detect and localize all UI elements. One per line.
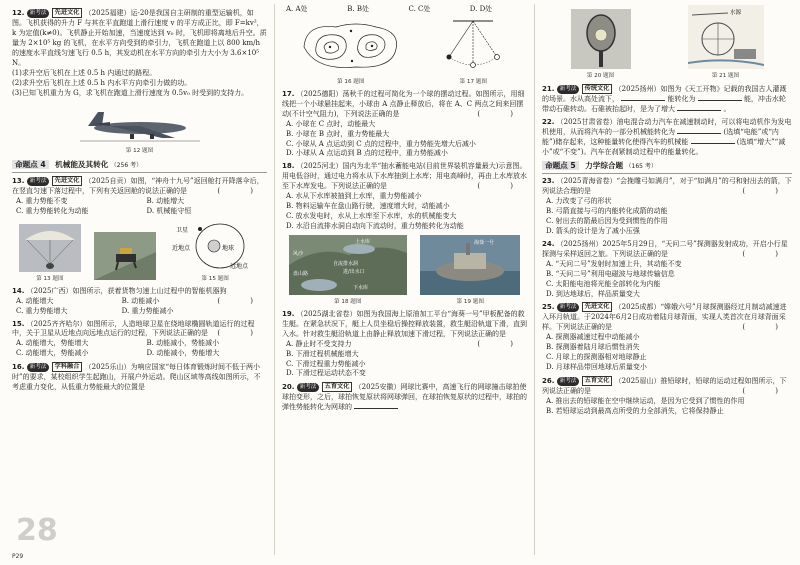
contour-map xyxy=(296,17,406,75)
figure-caption: 第 13 题图 xyxy=(36,275,64,282)
option-d: D. 下滑过程运动状态不变 xyxy=(286,369,366,378)
section-header-5 xyxy=(542,161,792,174)
section-header-4 xyxy=(12,160,267,173)
option-c: C. 射出去的箭最后因为受到惯性的作用 xyxy=(546,216,668,225)
sub-question: (2)求升空后飞机在上述 0.5 h 内水平方向牵引力做的功。 xyxy=(12,78,192,87)
question-14 xyxy=(12,287,267,317)
option-a: A. “天问二号”发射时加速上升，其动能不变 xyxy=(546,259,682,268)
figure-caption: 第 21 题图 xyxy=(711,72,740,79)
question-number: 15. xyxy=(12,319,25,328)
option-b: B. 动能增大 xyxy=(146,196,185,205)
pendulum-diagram xyxy=(433,17,513,75)
tennis-figure xyxy=(571,9,631,81)
advanced-culture-tag: 先进文化 xyxy=(52,8,83,18)
option-a: A. 力改变了弓的形状 xyxy=(546,197,612,206)
question-number: 22. xyxy=(542,117,555,126)
airplane-figure xyxy=(12,104,267,156)
option-d: D. D处 xyxy=(469,5,493,13)
new-exam-tag: 新考法 xyxy=(557,85,580,94)
new-exam-tag: 新考法 xyxy=(27,177,50,186)
option-a: A. 小球在 C 点时，动能最大 xyxy=(286,119,376,128)
question-18 xyxy=(282,162,527,306)
question-24 xyxy=(542,240,792,300)
question-text: （2025成都）“嫦娥六号”月球探测器经过月制动减速进入环月轨道。于2024年6月2日成功着陆月球背面，实现人类首次在月球背面采样。下列说法正确的是 xyxy=(542,303,787,332)
section-title: 力学综合题 xyxy=(585,161,624,171)
figures-13-15 xyxy=(12,220,267,284)
upper-reservoir-label: 上水库 xyxy=(354,238,370,245)
option-b: B. 下滑过程机械能增大 xyxy=(286,349,359,358)
question-number: 13. xyxy=(12,177,25,186)
satellite-label: 卫星 xyxy=(176,226,189,234)
question-text: （2025青海省卷）“会挽雕弓如满月”，对于“如满月”的弓和射出去的箭，下列说法合理的是 xyxy=(542,177,792,196)
option-a: A. 水从下水库被抽到上水库，重力势能减小 xyxy=(286,192,422,201)
answer-bracket: ( ) xyxy=(742,249,792,258)
new-exam-tag: 新考法 xyxy=(27,363,50,372)
question-16-cont xyxy=(282,5,527,87)
option-list xyxy=(12,297,217,317)
question-text: （2025齐齐哈尔）如图所示，人造地球卫星在绕地球椭圆轨道运行的过程中，关于卫星从近地点向远地点运行的过程，下列说法正确的是 xyxy=(12,319,255,338)
column-middle xyxy=(282,5,527,413)
question-number: 16. xyxy=(12,363,25,372)
answer-bracket: ( ) xyxy=(477,109,527,118)
column-divider xyxy=(274,4,275,555)
question-23 xyxy=(542,177,792,237)
question-number: 19. xyxy=(282,309,295,318)
option-a: A. 静止时不受支持力 xyxy=(286,339,352,348)
option-c: C. 重力势能增大 xyxy=(16,306,68,315)
question-text: （2025德阳）荡秋千的过程可简化为一个球的摆动过程。如图所示，用细线把一个小球悬挂起来，小球由 A 点静止释放后，将在 A、C 两点之间来回摆动(不计空气阻力)，下列说法正确的是 xyxy=(282,89,525,118)
question-22 xyxy=(542,118,792,158)
question-text: 能转化为 xyxy=(667,94,696,103)
question-text: （2025眉山）推铅球时，铅球的运动过程如图所示，下列说法正确的是 xyxy=(542,377,787,395)
option-b: B. 小球在 B 点时，重力势能最大 xyxy=(286,129,390,138)
option-c: C. 小球从 A 点运动到 C 点的过程中，重力势能先增大后减小 xyxy=(286,139,476,148)
question-text: （2025福建）运-20是我国自主研制的重型运输机，如图。飞机获得的升力 F 与其在平直跑道上滑行速度 v 的平方成正比，即 F=kv²，k 为定值(k≠0)。飞机静止开始加速，当速度达到 v₀ 时，飞机即将离地后升空。质量为 2×10⁵ kg 的飞机，在水平方向受到的牵引力，飞机在跑道上以 800 km/h 的速度水平直线匀速飞行 0.5 h，其发动机在水平方向的牵引力大小为 3.6×10⁵ N。 xyxy=(12,9,267,67)
water-source-label: 水源 xyxy=(729,10,741,16)
perigee-label: 近地点 xyxy=(172,244,191,252)
oil-platform-photo xyxy=(420,235,520,295)
option-d: D. 小球从 A 点运动到 B 点的过程中，重力势能减小 xyxy=(286,149,448,158)
answer-bracket: ( ) xyxy=(217,329,267,338)
option-c: C. 放水发电时，水从上水库至下水库，水的机械能变大 xyxy=(286,212,457,221)
question-number: 26. xyxy=(542,377,555,386)
parachute-figure xyxy=(19,224,81,284)
section-box: 命题点 5 xyxy=(542,161,579,170)
question-text: (选填“电能”或“内能”)储存起来，这种能量转化使得汽车的机械能 xyxy=(542,127,779,146)
option-c: C. 月球上的探测器相对地球静止 xyxy=(546,353,647,362)
earth-label: 地球 xyxy=(222,244,235,252)
apogee-label: 远地点 xyxy=(230,262,249,270)
figure-caption: 第 20 题图 xyxy=(586,72,615,79)
question-number: 14. xyxy=(12,286,25,295)
section-count: （165 考） xyxy=(625,163,657,171)
airplane-illustration xyxy=(80,104,200,144)
advanced-culture-tag: 先进文化 xyxy=(52,176,83,186)
platform-figure xyxy=(420,235,520,307)
option-a: A. 重力势能不变 xyxy=(16,196,68,205)
option-c: C. 太阳能电池将光能全部转化为内能 xyxy=(546,279,661,288)
option-c: C. 重力势能转化为动能 xyxy=(16,206,89,215)
figures-18-19 xyxy=(282,235,527,307)
answer-bracket: ( ) xyxy=(217,296,267,305)
answer-bracket: ( ) xyxy=(742,386,792,395)
question-text: （2025安徽）网球比赛中，高速飞行的网球撞击球拍使球拍变形，之后，球拍恢复原状将网球弹回，在球拍恢复原状的过程中，球拍的弹性势能转化为网球的 xyxy=(282,383,527,412)
option-a: A. A处 xyxy=(286,5,308,13)
option-b: B. 动能减小 xyxy=(121,296,160,305)
column-left xyxy=(12,5,267,393)
question-number: 17. xyxy=(282,89,295,98)
option-d: D. 重力势能减小 xyxy=(121,306,174,315)
answer-bracket: ( ) xyxy=(742,187,792,196)
option-a: A. 探测器减速过程中动能减小 xyxy=(546,333,640,342)
answer-blank[interactable] xyxy=(691,138,735,144)
sub-question: (1)求升空后飞机在上述 0.5 h 内通过的路程。 xyxy=(12,68,157,77)
question-13 xyxy=(12,176,267,284)
page-footer: P29 xyxy=(12,553,24,561)
subject-fusion-tag: 学科融合 xyxy=(52,362,83,372)
figure-caption: 第 12 题图 xyxy=(125,148,154,155)
option-c: C. C处 xyxy=(408,5,431,13)
answer-bracket: ( ) xyxy=(477,182,527,191)
column-divider xyxy=(534,4,535,555)
answer-bracket: ( ) xyxy=(742,323,792,332)
drainage-tunnel-label: 自流排水洞 xyxy=(332,260,358,267)
column-right xyxy=(542,5,792,417)
section-box: 命题点 4 xyxy=(12,160,49,169)
traditional-culture-tag: 传统文化 xyxy=(582,84,613,94)
question-text: （2025河北）国内为北半“抽水蓄能电站(目前世界装机容量最大)示意图。用电低谷时，通过电力将水从下水库抽到上水库；用电高峰时，再由上水库放水至下水库发电。下列说法正确的是 xyxy=(282,162,527,191)
section-title: 机械能及其转化 xyxy=(55,160,109,170)
section-count: （256 考） xyxy=(110,162,143,170)
new-exam-tag: 新考法 xyxy=(297,383,320,392)
parachute-illustration xyxy=(19,224,81,272)
question-21 xyxy=(542,84,792,115)
question-text: 。 xyxy=(723,104,731,113)
option-a: A. 动能增大 xyxy=(16,296,54,305)
option-b: B. 探测器着陆月球后惯性消失 xyxy=(546,343,640,352)
question-text: 能，冲击水轮带动石碓转动。石碓被抬起时，是为了增大 xyxy=(542,94,786,113)
sub-question: (3)已知飞机重力为 G，求飞机在跑道上滑行速度为 0.5v₀ 时受到的支持力。 xyxy=(12,88,249,97)
question-text: （2025自贡）如图，“神舟十九号”返回舱打开降落伞后，在竖直匀速下落过程中，下列有关返回舱的说法正确的是 xyxy=(12,177,264,196)
waterwheel-figure xyxy=(688,5,764,81)
question-number: 21. xyxy=(542,84,555,93)
figures-16-17 xyxy=(282,17,527,87)
page-number-watermark: 28 xyxy=(16,513,58,549)
figure-caption: 第 19 题图 xyxy=(456,298,484,305)
option-b: B. B处 xyxy=(347,5,369,13)
question-number: 25. xyxy=(542,303,555,312)
question-text: （2025甘肃省卷）油电混合动力汽车在减速制动时，可以将电动机作为发电机使用，从而将汽车的一部分机械能转化为 xyxy=(542,117,792,136)
question-number: 20. xyxy=(282,383,295,392)
satellite-orbit-figure xyxy=(170,220,260,284)
satellite-orbit-diagram xyxy=(170,220,260,272)
pumped-storage-figure xyxy=(289,235,407,307)
option-list xyxy=(12,197,267,217)
figure-caption: 第 18 题图 xyxy=(334,298,362,305)
option-d: D. 动能减小，势能增大 xyxy=(146,349,220,358)
question-25 xyxy=(542,302,792,373)
answer-blank[interactable] xyxy=(621,95,665,101)
question-number: 23. xyxy=(542,177,555,186)
option-d: D. 箭头的设计是为了减小压强 xyxy=(546,226,640,235)
platform-label: 海葵一号 xyxy=(474,239,495,246)
option-c: C. 动能增大，势能减小 xyxy=(16,349,89,358)
question-19 xyxy=(282,310,527,380)
pendulum-figure xyxy=(433,17,513,87)
option-d: D. 到达地球后，样品质量变大 xyxy=(546,289,640,298)
question-text: （2025乐山）为响应国家“每日体育锻炼时间不低于两小时”的要求，某校组织学生起跑山，开展户外运动。爬山区域等高线如图所示，不考虑重力变化，从低重力势能最大的位置是 xyxy=(12,363,261,392)
option-d: D. 水沿自流排水洞自动向下流动时，重力势能转化为动能 xyxy=(286,222,464,230)
option-b: B. 弓箭直接与弓的内能转化成箭的动能 xyxy=(546,207,668,216)
five-culture-tag: 五育文化 xyxy=(322,382,353,392)
figure-caption: 第 15 题图 xyxy=(201,275,229,282)
figure-caption: 第 17 题图 xyxy=(459,78,487,85)
robot-dog-illustration xyxy=(94,232,156,280)
figures-20-21 xyxy=(542,5,792,81)
inlet-outlet-label: 进/出水口 xyxy=(342,268,365,275)
question-number: 12. xyxy=(12,9,25,17)
option-b: B. 若铅球运动到最高点所受的力全部消失，它将保持静止 xyxy=(546,406,724,415)
contour-map-figure xyxy=(296,17,406,87)
question-number: 18. xyxy=(282,162,295,171)
option-list xyxy=(12,339,267,359)
option-b: B. 物料运输车在盘山路行驶，速度增大时，动能减小 xyxy=(286,202,450,211)
answer-blank[interactable] xyxy=(354,403,398,409)
question-text: （2025扬州）2025年5月29日，“天问二号”探测器发射成功，开启小行星探测与采样返回之旅。下列说法正确的是 xyxy=(542,239,788,258)
answer-blank[interactable] xyxy=(698,95,742,101)
new-exam-tag: 新考法 xyxy=(557,303,580,312)
new-exam-tag: 新考法 xyxy=(27,9,50,18)
question-text: (选填“增大”“减小”或“不变”)。汽车在刹紧制动过程中的能量转化。 xyxy=(542,137,786,156)
waterwheel-illustration xyxy=(688,5,764,69)
option-a: A. 推出去的铅球能在空中继续运动，是因为它受到了惯性的作用 xyxy=(546,396,745,405)
figure-caption: 第 16 题图 xyxy=(337,78,365,85)
option-a: A. 动能增大，势能增大 xyxy=(16,339,89,348)
question-26 xyxy=(542,376,792,417)
option-list xyxy=(282,5,527,15)
question-20 xyxy=(282,382,527,413)
option-c: C. 下滑过程重力势能减小 xyxy=(286,359,366,368)
pumped-storage-photo xyxy=(289,235,407,295)
option-b: B. “天问二号”利用电磁波与地球传输信息 xyxy=(546,269,675,278)
question-15 xyxy=(12,320,267,360)
question-16 xyxy=(12,362,267,393)
answer-blank[interactable] xyxy=(677,105,721,111)
answer-blank[interactable] xyxy=(677,128,721,134)
answer-bracket: ( ) xyxy=(217,187,267,196)
question-text: （2025扬州）如图为《天工开物》记载的我国古人灌溉的场景。水从高处流下， xyxy=(542,84,787,103)
answer-bracket: ( ) xyxy=(477,339,527,348)
tennis-racket-photo xyxy=(571,9,631,69)
question-number: 24. xyxy=(542,239,555,248)
question-text: （2025广西）如图所示，获着货物匀速上山过程中的智能机器狗 xyxy=(26,286,227,295)
question-text: （2025湖北省卷）如图为我国海上原油加工平台“海葵一号”甲板配备的救生艇。在紧急状况下，艇上人员坐稳后操控释放装置，救生艇沿轨道下滑，直到入水。针对救生艇沿轨道上由静止释放加速下滑过程，下列说法正确的是 xyxy=(282,309,527,338)
advanced-culture-tag: 先进文化 xyxy=(582,302,613,312)
new-exam-tag: 新考法 xyxy=(557,377,580,386)
mountain-road-label: 盘山路 xyxy=(292,270,308,277)
robot-dog-figure xyxy=(94,232,156,284)
label-sand: 风沙 xyxy=(292,250,303,257)
option-d: D. 机械能守恒 xyxy=(146,206,192,215)
lower-reservoir-label: 下水库 xyxy=(352,284,368,291)
question-12 xyxy=(12,8,267,156)
option-b: B. 动能减小，势能减小 xyxy=(146,339,220,348)
question-17 xyxy=(282,90,527,160)
option-d: D. 月球样品带回地球后质量变小 xyxy=(546,363,647,372)
five-culture-tag: 五育文化 xyxy=(582,376,613,386)
